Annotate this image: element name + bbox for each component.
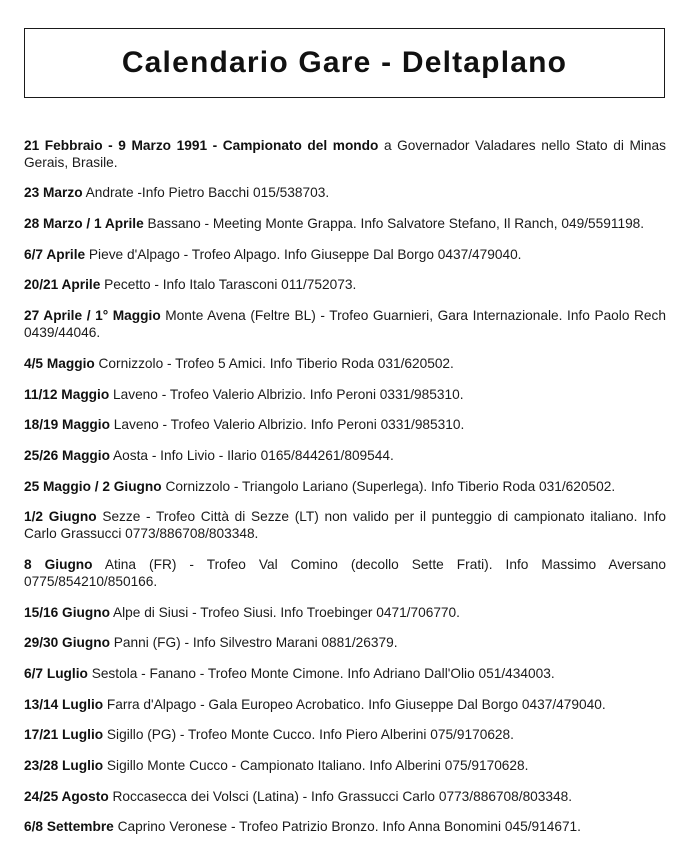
entry-date: 1/2 Giugno xyxy=(24,509,97,525)
calendar-entry xyxy=(24,757,666,774)
entry-date: 21 Febbraio - 9 Marzo 1991 - xyxy=(24,137,223,153)
entry-text: Caprino Veronese - Trofeo Patrizio Bronzo. Info Anna Bonomini 045/914671. xyxy=(113,819,581,835)
calendar-entry xyxy=(24,307,666,341)
entry-text: Sestola - Fanano - Trofeo Monte Cimone. Info Adriano Dall'Olio 051/434003. xyxy=(87,666,555,681)
entry-text: Cornizzolo - Triangolo Lariano (Superlega). Info Tiberio Roda 031/620502. xyxy=(161,478,616,494)
entry-text: Roccasecca dei Volsci (Latina) - Info Grassucci Carlo 0773/886708/803348. xyxy=(108,788,573,804)
entry-date: 6/8 Settembre xyxy=(24,819,114,835)
entry-text: Farra d'Alpago - Gala Europeo Acrobatico. Info Giuseppe Dal Borgo 0437/479040. xyxy=(103,696,606,712)
entry-text: Andrate -Info Pietro Bacchi 015/538703. xyxy=(82,185,330,201)
entry-date: 28 Marzo / 1 Aprile xyxy=(24,216,144,232)
entry-date: 23 Marzo xyxy=(24,185,83,201)
calendar-entry xyxy=(24,556,666,590)
entry-date: 18/19 Maggio xyxy=(24,417,110,433)
entry-date: 25/26 Maggio xyxy=(24,447,110,463)
entry-text: Panni (FG) - Info Silvestro Marani 0881/26379. xyxy=(109,635,398,651)
entry-date: 4/5 Maggio xyxy=(24,355,95,371)
entry-date: 20/21 Aprile xyxy=(24,277,101,293)
entry-text: Pieve d'Alpago - Trofeo Alpago. Info Giuseppe Dal Borgo 0437/479040. xyxy=(85,246,522,262)
entry-date: 6/7 Luglio xyxy=(24,666,88,681)
entry-date: 25 Maggio / 2 Giugno xyxy=(24,478,162,494)
entry-text: Laveno - Trofeo Valerio Albrizio. Info Peroni 0331/985310. xyxy=(109,386,464,402)
calendar-entry xyxy=(24,726,666,743)
entry-date: 27 Aprile / 1° Maggio xyxy=(24,308,161,324)
calendar-entry xyxy=(24,355,666,372)
calendar-entry xyxy=(24,246,666,263)
calendar-entry xyxy=(24,818,666,835)
entry-date: 6/7 Aprile xyxy=(24,246,86,262)
calendar-entry xyxy=(24,137,666,171)
page-title: Calendario Gare - Deltaplano xyxy=(121,46,568,79)
calendar-entry xyxy=(24,386,666,403)
calendar-entry xyxy=(24,788,666,805)
entry-date: 13/14 Luglio xyxy=(24,696,104,712)
entry-text: Bassano - Meeting Monte Grappa. Info Salvatore Stefano, Il Ranch, 049/5591198. xyxy=(143,216,645,232)
calendar-entry xyxy=(24,604,666,621)
calendar-entry xyxy=(24,634,666,651)
calendar-entry xyxy=(24,215,666,232)
entry-date: 8 Giugno xyxy=(24,556,93,572)
entry-text: Aosta - Info Livio - Ilario 0165/844261/809544. xyxy=(109,447,394,463)
entry-date: 29/30 Giugno xyxy=(24,635,110,651)
calendar-entry xyxy=(24,665,666,682)
title-box xyxy=(24,28,665,98)
entry-text: Cornizzolo - Trofeo 5 Amici. Info Tiberio Roda 031/620502. xyxy=(94,355,454,371)
calendar-entry xyxy=(24,478,666,495)
entry-text: Laveno - Trofeo Valerio Albrizio. Info Peroni 0331/985310. xyxy=(109,417,465,433)
calendar-entry xyxy=(24,447,666,464)
entry-date: 24/25 Agosto xyxy=(24,788,109,804)
entry-text: Monte Avena (Feltre BL) - Trofeo Guarnieri, Gara Internazionale. Info Paolo Rech 0439/44046. xyxy=(24,308,666,341)
calendar-list xyxy=(24,123,666,839)
calendar-entry xyxy=(24,696,666,713)
calendar-entry xyxy=(24,184,666,201)
calendar-entry xyxy=(24,508,666,542)
entry-text: a Governador Valadares nello Stato di Minas Gerais, Brasile. xyxy=(24,137,666,170)
entry-text: Sigillo (PG) - Trofeo Monte Cucco. Info Piero Alberini 075/9170628. xyxy=(103,727,514,743)
entry-text: Alpe di Siusi - Trofeo Siusi. Info Troebinger 0471/706770. xyxy=(109,604,460,620)
calendar-entry xyxy=(24,416,666,433)
entry-text: Atina (FR) - Trofeo Val Comino (decollo Sette Frati). Info Massimo Aversano 0775/854210/850166. xyxy=(24,556,667,589)
entry-date: 17/21 Luglio xyxy=(24,727,104,743)
entry-event: Campionato del mondo xyxy=(222,137,379,153)
entry-date: 23/28 Luglio xyxy=(24,758,104,774)
entry-date: 11/12 Maggio xyxy=(24,386,110,402)
entry-text: Sezze - Trofeo Città di Sezze (LT) non valido per il punteggio di campionato italiano. Info Carlo Grassucci 0773/886708/803348. xyxy=(24,509,666,542)
entry-text: Sigillo Monte Cucco - Campionato Italiano. Info Alberini 075/9170628. xyxy=(103,758,529,774)
entry-date: 15/16 Giugno xyxy=(24,604,110,620)
calendar-entry xyxy=(24,276,666,293)
entry-text: Pecetto - Info Italo Tarasconi 011/752073. xyxy=(100,277,357,293)
